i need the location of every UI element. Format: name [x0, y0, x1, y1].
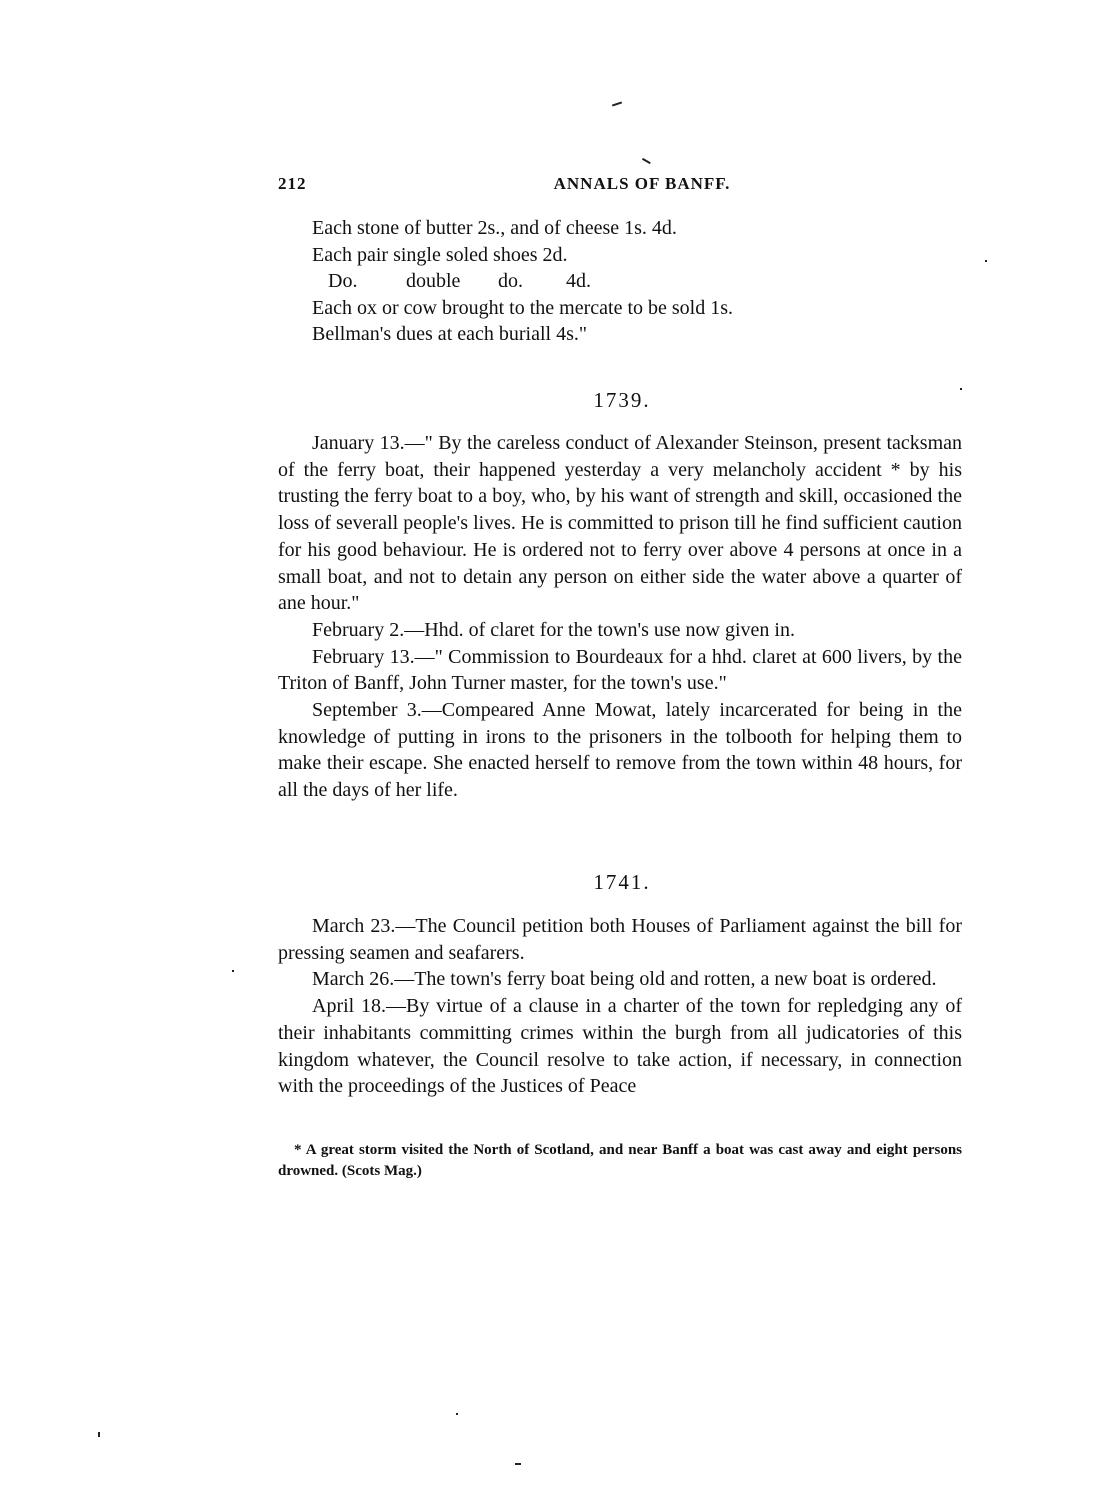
paragraph: April 18.—By virtue of a clause in a charter of the town for repledging any of their inhabitants committing crimes within the burgh from all judicatories of this kingdom whatever, the Council resolve to take action, if necessary, in connection with the proceedings of the Justices of Peace [278, 995, 962, 1098]
paragraph: March 26.—The town's ferry boat being old and rotten, a new boat is ordered. [312, 968, 937, 991]
schedule-line: Each stone of butter 2s., and of cheese 1s. 4d. [312, 217, 677, 239]
paragraph: February 13.—" Commission to Bourdeaux for a hhd. claret at 600 livers, by the Triton of Banff, John Turner master, for the town's use." [278, 645, 962, 695]
schedule-line: Bellman's dues at each buriall 4s." [312, 323, 588, 345]
year-heading-1739: 1739. [593, 388, 651, 412]
schedule-line: Each pair single soled shoes 2d. [312, 243, 568, 266]
schedule-line: Each ox or cow brought to the mercate to be sold 1s. [312, 296, 733, 319]
paragraph: January 13.—" By the careless conduct of Alexander Steinson, present tacksman of the ferry boat, their happened yesterday a very melancholy accident * by his trusting the ferry boat to a boy, who, by his want of strength and skill, occasioned the loss of severall people's lives. He is committed to prison till he find sufficient caution for his good behaviour. He is ordered not to ferry over above 4 persons at once in a small boat, and not to detain any person on either side the water above a quarter of ane hour." [278, 432, 962, 615]
footnote: * A great storm visited the North of Scotland, and near Banff a boat was cast away and eight persons drowned. (Scots Mag.) [278, 1142, 962, 1179]
paragraph: February 2.—Hhd. of claret for the town's use now given in. [312, 618, 795, 641]
ditto-col-2: double [406, 270, 461, 292]
scan-speck [985, 260, 987, 262]
page-header [278, 174, 966, 198]
ditto-col-4: 4d. [566, 270, 591, 292]
section-1741-text [278, 913, 962, 1100]
scan-speck [612, 102, 622, 107]
schedule-ditto-line [312, 268, 952, 295]
scan-speck [98, 1432, 100, 1437]
paragraph: September 3.—Compeared Anne Mowat, lately incarcerated for being in the knowledge of putting in irons to the prisoners in the tolbooth for helping them to make their escape. She enacted herself to remove from the town within 48 hours, for all the days of her life. [278, 699, 962, 802]
ditto-col-3: do. [498, 270, 523, 292]
year-heading-1741: 1741. [593, 870, 651, 894]
scan-speck [642, 158, 651, 164]
running-title: ANNALS OF BANFF. [553, 174, 731, 193]
paragraph: March 23.—The Council petition both Houses of Parliament against the bill for pressing seamen and seafarers. [278, 915, 962, 964]
section-1739-text [278, 430, 962, 804]
ditto-col-1: Do. [328, 270, 358, 292]
scan-speck [232, 970, 234, 972]
scan-speck [515, 1463, 521, 1465]
dues-schedule [312, 215, 952, 348]
scan-speck [456, 1413, 458, 1415]
page-number: 212 [278, 174, 307, 193]
